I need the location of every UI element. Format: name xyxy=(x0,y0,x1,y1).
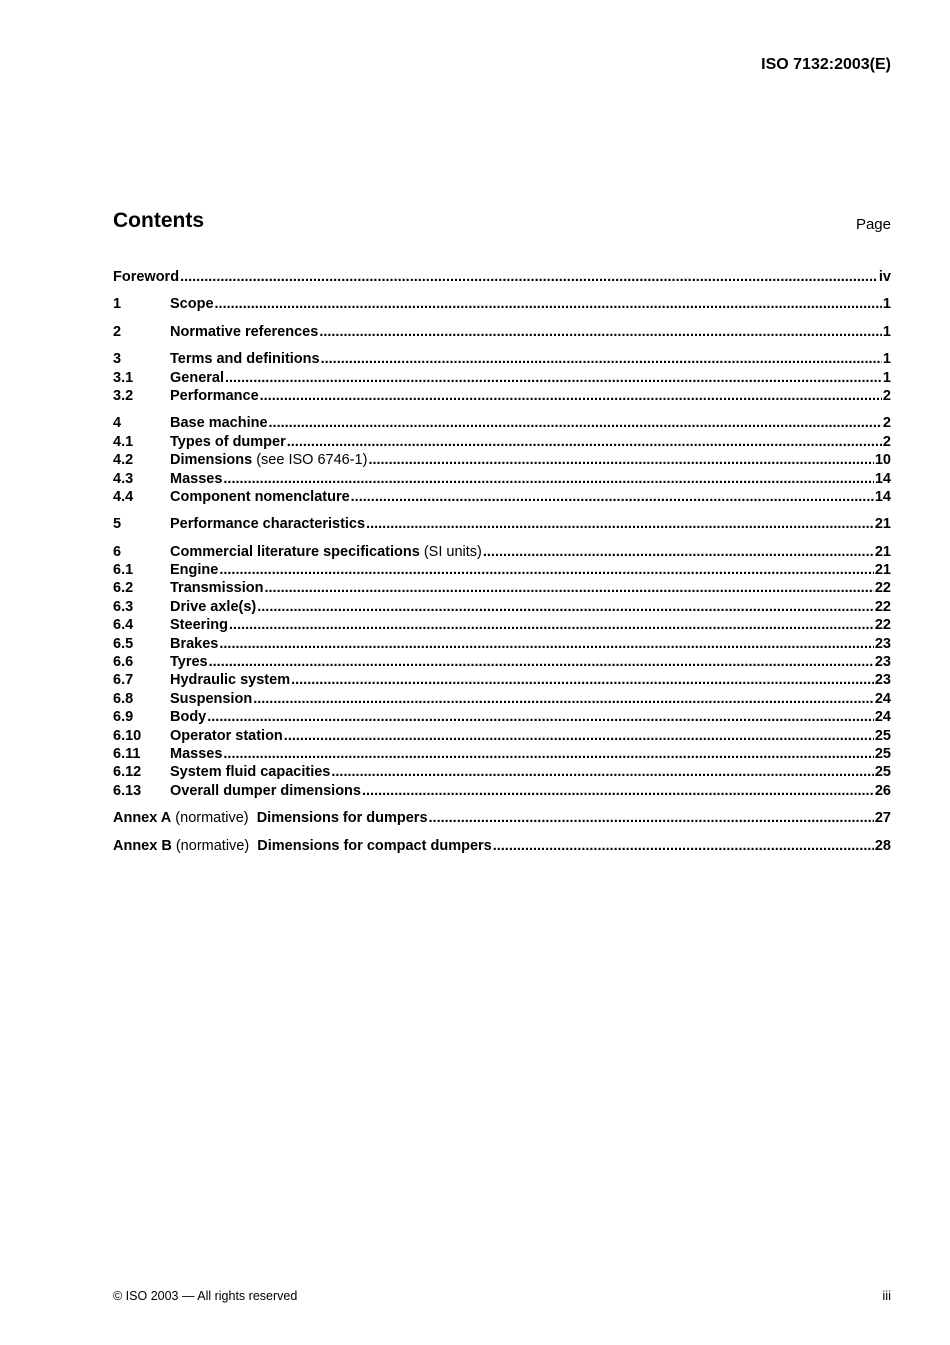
toc-entry[interactable] xyxy=(113,369,891,387)
toc-entry-page: 26 xyxy=(874,782,891,799)
toc-entry-number: 4.3 xyxy=(113,470,134,487)
toc-entry-title-text: Performance characteristics xyxy=(170,516,366,533)
dot-leader xyxy=(260,387,882,405)
toc-entry-title xyxy=(170,295,214,313)
toc-entry-title xyxy=(170,470,222,488)
toc-entry-page: 21 xyxy=(874,543,891,560)
toc-entry[interactable] xyxy=(113,745,891,763)
toc-entry-title-text: Body xyxy=(170,709,207,726)
toc-entry-number: 6.7 xyxy=(113,672,134,689)
toc-entry-title xyxy=(170,579,263,597)
toc-entry[interactable] xyxy=(113,671,891,689)
toc-entry-page: 23 xyxy=(874,672,891,689)
toc-entry-title-text: Brakes xyxy=(170,635,219,652)
toc-entry-page: 22 xyxy=(874,580,891,597)
toc-entry-number: 2 xyxy=(113,323,122,340)
toc-entry-number: 1 xyxy=(113,296,122,313)
toc-entry-title-text: Scope xyxy=(170,296,214,313)
toc-entry-title xyxy=(170,387,259,405)
toc-entry-title xyxy=(170,433,286,451)
toc-entry-page: 2 xyxy=(882,387,891,404)
dot-leader xyxy=(223,745,873,763)
dot-leader xyxy=(215,295,882,313)
toc-entry-title xyxy=(170,763,330,781)
toc-entry-title xyxy=(170,690,252,708)
toc-entry-number: 3.2 xyxy=(113,387,134,404)
toc-entry-title xyxy=(170,671,290,689)
dot-leader xyxy=(253,690,874,708)
dot-leader xyxy=(362,782,874,800)
toc-entry[interactable] xyxy=(113,470,891,488)
dot-leader xyxy=(429,809,874,827)
annex-type-note: (normative) xyxy=(171,810,257,827)
toc-entry-page: 2 xyxy=(882,433,891,450)
toc-entry-title-text: Overall dumper dimensions xyxy=(170,782,361,799)
dot-leader xyxy=(368,451,873,469)
toc-entry-number: 6.12 xyxy=(113,764,142,781)
toc-entry-page: 14 xyxy=(874,470,891,487)
toc-entry-title-text: Steering xyxy=(170,617,229,634)
page-column-label: Page xyxy=(855,216,891,233)
document-id: ISO 7132:2003(E) xyxy=(761,56,891,73)
toc-entry-title xyxy=(170,323,318,341)
annex-label: Annex A xyxy=(113,810,172,827)
toc-entry-page: 22 xyxy=(874,617,891,634)
toc-entry-title xyxy=(170,653,208,671)
toc-entry[interactable] xyxy=(113,387,891,405)
toc-entry-page: 21 xyxy=(874,516,891,533)
dot-leader xyxy=(257,598,874,616)
dot-leader xyxy=(287,433,882,451)
dot-leader xyxy=(209,653,874,671)
toc-entry-title xyxy=(170,414,268,432)
contents-title: Contents xyxy=(113,209,204,232)
toc-entry-title xyxy=(170,727,283,745)
toc-entry-page: iv xyxy=(878,269,891,285)
toc-entry-title-text: Terms and definitions xyxy=(170,351,320,368)
toc-entry[interactable] xyxy=(113,543,891,561)
toc-entry-number: 6.9 xyxy=(113,709,134,726)
toc-entry[interactable] xyxy=(113,635,891,653)
toc-entry-number: 6.1 xyxy=(113,562,134,579)
toc-entry-number: 6.4 xyxy=(113,617,134,634)
toc-entry-page: 1 xyxy=(882,369,891,386)
toc-entry-title-text: Normative references xyxy=(170,323,319,340)
dot-leader xyxy=(229,616,874,634)
toc-annex-title xyxy=(113,809,428,827)
toc-entry-title xyxy=(113,268,179,286)
toc-entry-number: 6.5 xyxy=(113,635,134,652)
toc-entry-title-text: Commercial literature specifications xyxy=(170,543,420,560)
dot-leader xyxy=(269,414,882,432)
toc-entry-title-text: Transmission xyxy=(170,580,264,597)
toc-entry-title-text: Masses xyxy=(170,470,223,487)
toc-entry[interactable] xyxy=(113,561,891,579)
toc-entry-title-text: Foreword xyxy=(113,269,180,285)
dot-leader xyxy=(321,350,882,368)
toc-entry[interactable] xyxy=(113,690,891,708)
toc-entry[interactable] xyxy=(113,268,891,286)
toc-entry-number: 6.2 xyxy=(113,580,134,597)
toc-entry-title-text: Dimensions xyxy=(170,452,253,469)
toc-annex-entry[interactable] xyxy=(113,809,891,827)
toc-entry-number: 6.11 xyxy=(113,745,141,762)
dot-leader xyxy=(207,708,874,726)
toc-entry-number: 4.2 xyxy=(113,452,134,469)
toc-entry-title xyxy=(170,369,224,387)
toc-entry-number: 4.4 xyxy=(113,488,134,505)
toc-entry-number: 6.8 xyxy=(113,690,134,707)
toc-entry-title xyxy=(170,561,218,579)
toc-entry-number: 6 xyxy=(113,543,122,560)
toc-entry-title-text: Hydraulic system xyxy=(170,672,291,689)
table-of-contents xyxy=(113,268,891,855)
toc-entry-title xyxy=(170,708,206,726)
toc-entry-page: 27 xyxy=(874,810,891,827)
toc-entry[interactable] xyxy=(113,763,891,781)
toc-entry-number: 6.13 xyxy=(113,782,142,799)
toc-entry-number: 5 xyxy=(113,516,122,533)
copyright-notice: © ISO 2003 — All rights reserved xyxy=(113,1289,298,1303)
toc-entry-title-text: Component nomenclature xyxy=(170,488,350,505)
toc-entry-title-text: System fluid capacities xyxy=(170,764,331,781)
toc-entry-page: 23 xyxy=(874,635,891,652)
toc-entry-title xyxy=(170,782,361,800)
toc-entry[interactable] xyxy=(113,433,891,451)
toc-entry-title-text: General xyxy=(170,369,224,386)
toc-entry-title-text: Suspension xyxy=(170,690,253,707)
dot-leader xyxy=(319,323,882,341)
dot-leader xyxy=(219,635,873,653)
toc-entry[interactable] xyxy=(113,598,891,616)
toc-entry-number: 6.10 xyxy=(113,727,142,744)
toc-entry[interactable] xyxy=(113,653,891,671)
dot-leader xyxy=(284,727,874,745)
toc-entry-page: 25 xyxy=(874,745,891,762)
toc-entry-title xyxy=(170,515,365,533)
dot-leader xyxy=(493,837,874,855)
toc-entry-title xyxy=(170,635,218,653)
toc-annex-entry[interactable] xyxy=(113,837,891,855)
toc-entry-page: 21 xyxy=(874,562,891,579)
toc-entry-note: (see ISO 6746-1) xyxy=(252,452,368,469)
toc-entry[interactable] xyxy=(113,727,891,745)
toc-annex-title xyxy=(113,837,492,855)
toc-entry-title-text: Performance xyxy=(170,387,259,404)
toc-entry-title-text: Masses xyxy=(170,745,223,762)
toc-entry-page: 1 xyxy=(882,323,891,340)
toc-entry[interactable] xyxy=(113,515,891,533)
annex-type-note: (normative) xyxy=(171,837,258,854)
toc-entry-title-text: Operator station xyxy=(170,727,283,744)
toc-entry-number: 3 xyxy=(113,351,122,368)
toc-entry-page: 2 xyxy=(882,415,891,432)
dot-leader xyxy=(264,579,873,597)
dot-leader xyxy=(291,671,874,689)
toc-entry-page: 10 xyxy=(874,452,891,469)
toc-entry[interactable] xyxy=(113,782,891,800)
toc-entry-page: 23 xyxy=(874,654,891,671)
annex-title-text: Dimensions for dumpers xyxy=(256,810,428,827)
toc-entry-number: 4.1 xyxy=(113,433,134,450)
annex-title-text: Dimensions for compact dumpers xyxy=(257,837,492,854)
toc-entry[interactable] xyxy=(113,616,891,634)
toc-entry[interactable] xyxy=(113,708,891,726)
toc-entry[interactable] xyxy=(113,579,891,597)
toc-entry[interactable] xyxy=(113,323,891,341)
toc-entry-title xyxy=(170,488,350,506)
toc-entry-title-text: Base machine xyxy=(170,415,268,432)
dot-leader xyxy=(180,268,878,286)
toc-entry-title xyxy=(170,451,367,469)
toc-entry-page: 24 xyxy=(874,709,891,726)
toc-entry-title xyxy=(170,616,228,634)
toc-entry-number: 6.6 xyxy=(113,654,134,671)
toc-entry-page: 25 xyxy=(874,727,891,744)
toc-entry-page: 1 xyxy=(882,351,891,368)
toc-entry-title xyxy=(170,543,482,561)
dot-leader xyxy=(366,515,874,533)
dot-leader xyxy=(483,543,874,561)
toc-entry[interactable] xyxy=(113,488,891,506)
toc-entry-number: 4 xyxy=(113,415,122,432)
toc-entry-title-text: Engine xyxy=(170,562,219,579)
toc-entry-page: 14 xyxy=(874,488,891,505)
toc-entry-number: 6.3 xyxy=(113,598,134,615)
toc-entry[interactable] xyxy=(113,451,891,469)
page-number: iii xyxy=(882,1288,891,1303)
toc-entry-title-text: Drive axle(s) xyxy=(170,598,257,615)
dot-leader xyxy=(351,488,874,506)
toc-entry-title xyxy=(170,350,320,368)
toc-entry-page: 25 xyxy=(874,764,891,781)
toc-entry[interactable] xyxy=(113,295,891,313)
toc-entry-page: 1 xyxy=(882,296,891,313)
toc-entry-title xyxy=(170,598,256,616)
dot-leader xyxy=(331,763,873,781)
annex-label: Annex B xyxy=(113,837,172,854)
toc-entry-page: 28 xyxy=(874,837,891,854)
toc-entry-title-text: Types of dumper xyxy=(170,433,286,450)
toc-entry-title-text: Tyres xyxy=(170,654,208,671)
toc-entry-number: 3.1 xyxy=(113,369,134,386)
toc-entry-page: 24 xyxy=(874,690,891,707)
toc-entry[interactable] xyxy=(113,414,891,432)
dot-leader xyxy=(225,369,882,387)
toc-entry-note: (SI units) xyxy=(419,543,482,560)
toc-entry[interactable] xyxy=(113,350,891,368)
toc-entry-page: 22 xyxy=(874,598,891,615)
dot-leader xyxy=(219,561,874,579)
toc-entry-title xyxy=(170,745,222,763)
dot-leader xyxy=(223,470,873,488)
